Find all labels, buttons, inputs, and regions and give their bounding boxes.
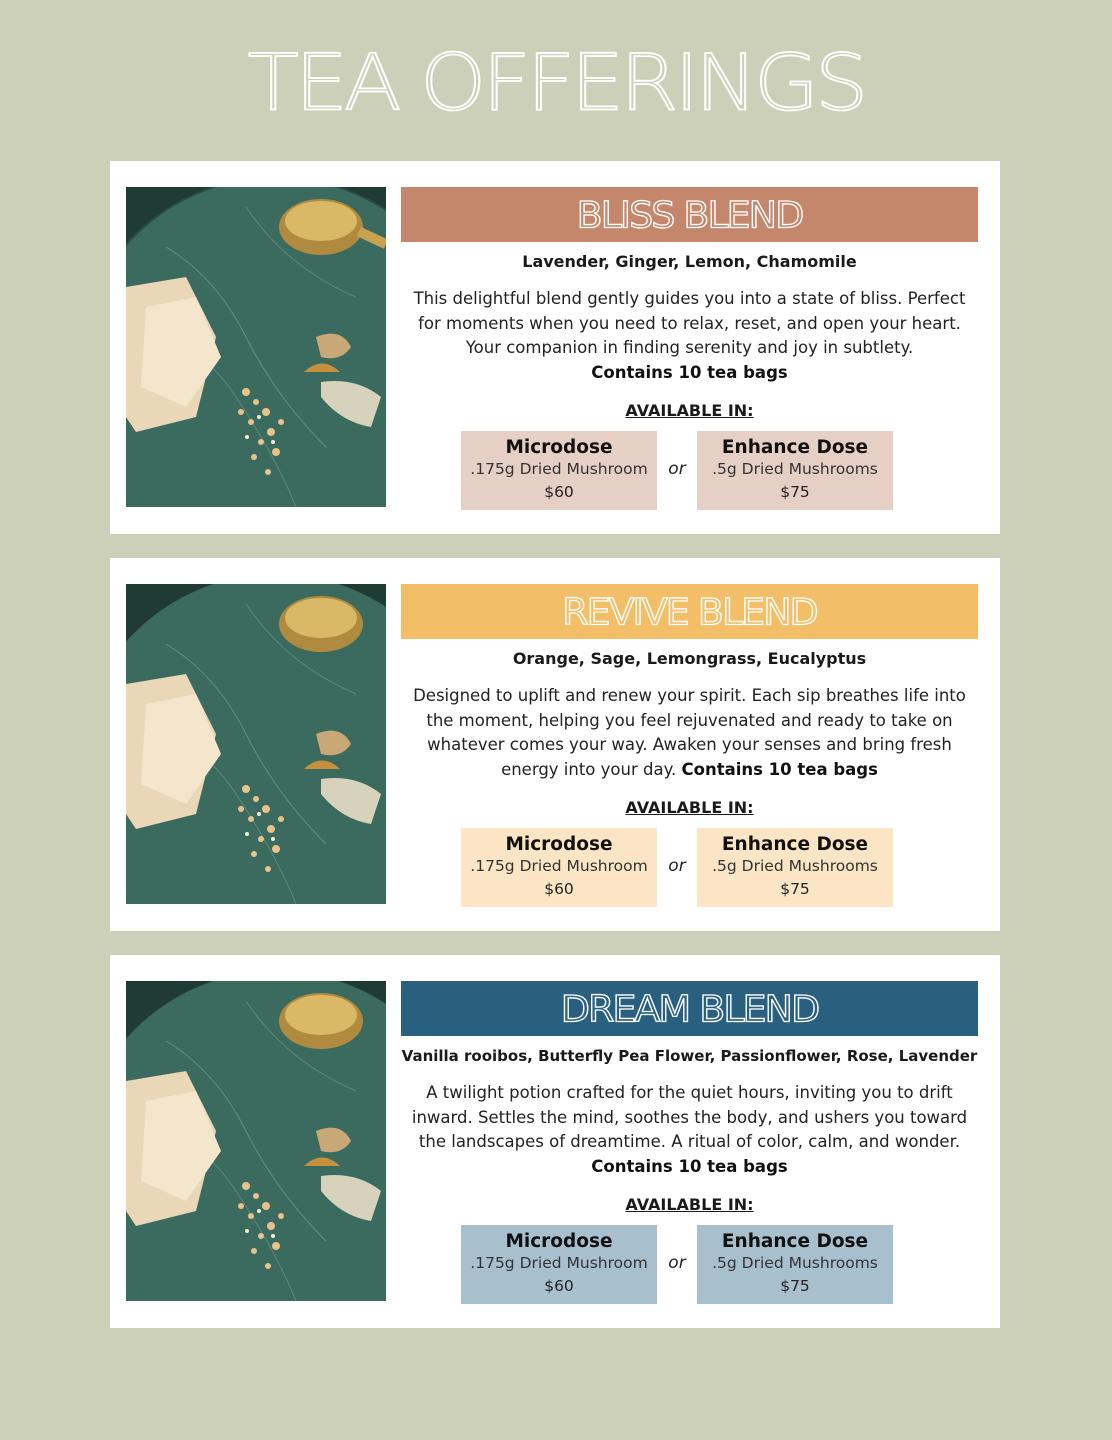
or-separator: or bbox=[668, 856, 686, 876]
enhance-dose-option[interactable] bbox=[697, 828, 893, 907]
option-amount: .175g Dried Mushroom bbox=[470, 857, 648, 875]
contains-text: Contains 10 tea bags bbox=[591, 1157, 788, 1177]
option-amount: .175g Dried Mushroom bbox=[470, 460, 648, 478]
microdose-option[interactable] bbox=[461, 828, 657, 907]
ingredients: Orange, Sage, Lemongrass, Eucalyptus bbox=[512, 649, 867, 668]
option-price: $75 bbox=[780, 1277, 810, 1295]
blend-card bbox=[110, 955, 1000, 1328]
contains-text: Contains 10 tea bags bbox=[591, 363, 788, 383]
description bbox=[406, 1081, 973, 1180]
option-price: $75 bbox=[780, 880, 810, 898]
ingredients: Lavender, Ginger, Lemon, Chamomile bbox=[522, 252, 857, 271]
description-text: This delightful blend gently guides you into a state of bliss. Perfect for moments when you need to relax, reset, and open your heart. Your companion in finding serenity and joy in subtlety. bbox=[413, 289, 966, 358]
blend-title: REVIVE BLEND bbox=[562, 590, 817, 633]
blend-banner bbox=[401, 187, 978, 242]
available-in-label: AVAILABLE IN: bbox=[625, 1195, 754, 1214]
option-name: Enhance Dose bbox=[721, 437, 869, 458]
option-name: Enhance Dose bbox=[721, 834, 869, 855]
option-name: Enhance Dose bbox=[721, 1231, 869, 1252]
tea-photo bbox=[126, 187, 386, 507]
or-separator: or bbox=[668, 1253, 686, 1273]
option-name: Microdose bbox=[505, 834, 613, 855]
option-amount: .5g Dried Mushrooms bbox=[712, 1254, 878, 1272]
blend-banner bbox=[401, 584, 978, 639]
option-price: $75 bbox=[780, 483, 810, 501]
option-price: $60 bbox=[544, 483, 574, 501]
enhance-dose-option[interactable] bbox=[697, 1225, 893, 1304]
blend-banner bbox=[401, 981, 978, 1036]
tea-photo bbox=[126, 981, 386, 1301]
blend-title: BLISS BLEND bbox=[576, 193, 803, 236]
description bbox=[406, 287, 973, 386]
option-price: $60 bbox=[544, 1277, 574, 1295]
blend-title: DREAM BLEND bbox=[560, 987, 819, 1030]
option-amount: .5g Dried Mushrooms bbox=[712, 857, 878, 875]
option-name: Microdose bbox=[505, 1231, 613, 1252]
page-title: TEA OFFERINGS bbox=[247, 37, 865, 129]
contains-text: Contains 10 tea bags bbox=[681, 760, 878, 780]
or-separator: or bbox=[668, 459, 686, 479]
option-amount: .175g Dried Mushroom bbox=[470, 1254, 648, 1272]
microdose-option[interactable] bbox=[461, 1225, 657, 1304]
option-price: $60 bbox=[544, 880, 574, 898]
ingredients: Vanilla rooibos, Butterfly Pea Flower, Passionflower, Rose, Lavender bbox=[401, 1047, 978, 1065]
blend-card bbox=[110, 558, 1000, 931]
description-text: Designed to uplift and renew your spirit. Each sip breathes life into the moment, helping you feel rejuvenated and ready to take on whatever comes your way. Awaken your senses and bring fresh energy into your day. bbox=[413, 686, 966, 780]
option-amount: .5g Dried Mushrooms bbox=[712, 460, 878, 478]
description-text: A twilight potion crafted for the quiet hours, inviting you to drift inward. Settles the mind, soothes the body, and ushers you toward the landscapes of dreamtime. A ritual of color, calm, and wonder. bbox=[411, 1083, 968, 1152]
tea-photo bbox=[126, 584, 386, 904]
microdose-option[interactable] bbox=[461, 431, 657, 510]
option-name: Microdose bbox=[505, 437, 613, 458]
available-in-label: AVAILABLE IN: bbox=[625, 798, 754, 817]
blend-card bbox=[110, 161, 1000, 534]
available-in-label: AVAILABLE IN: bbox=[625, 401, 754, 420]
enhance-dose-option[interactable] bbox=[697, 431, 893, 510]
description bbox=[406, 684, 973, 783]
